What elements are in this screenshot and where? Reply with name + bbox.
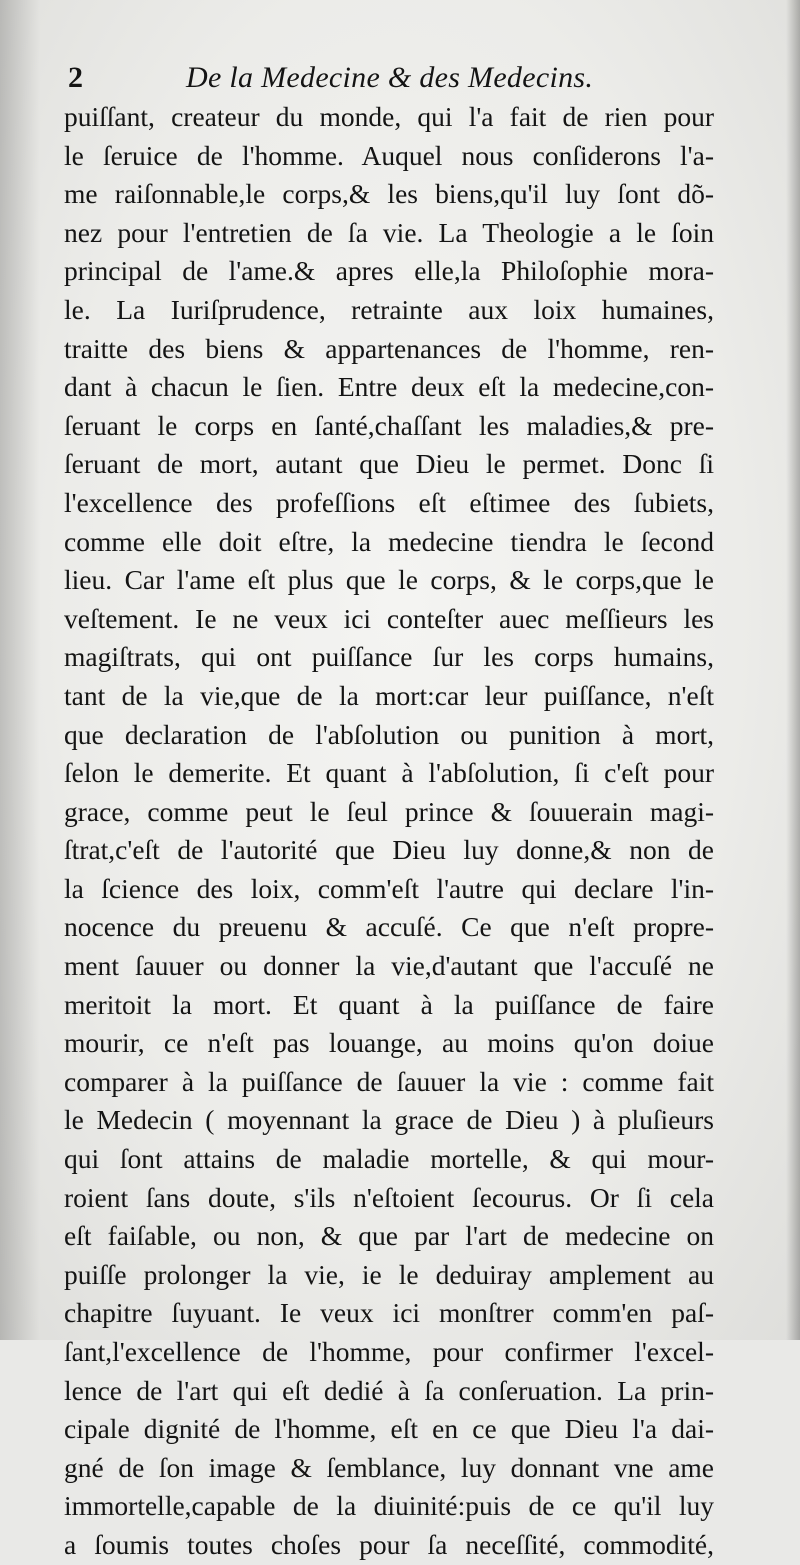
- text-line: ſelon le demerite. Et quant à l'abſolution, ſi c'eſt pour: [64, 757, 714, 789]
- text-line: le ſeruice de l'homme. Auquel nous conſiderons l'a-: [64, 139, 714, 171]
- text-line: ſtrat,c'eſt de l'autorité que Dieu luy donne,& non de: [64, 834, 714, 866]
- text-line: veſtement. Ie ne veux ici conteſter auec meſſieurs les: [64, 602, 714, 634]
- text-line: puiſſant, createur du monde, qui l'a fait de rien pour: [64, 101, 714, 132]
- text-line: que declaration de l'abſolution ou punition à mort,: [64, 718, 714, 750]
- running-head: De la Medecine & des Medecins.: [186, 61, 594, 94]
- text-line: le. La Iuriſprudence, retrainte aux loix humaines,: [64, 293, 714, 325]
- text-line: la ſcience des loix, comm'eſt l'autre qui declare l'in-: [64, 872, 714, 904]
- text-line: nocence du preuenu & accuſé. Ce que n'eſt propre-: [64, 911, 714, 943]
- text-line: ment ſauuer ou donner la vie,d'autant que l'accuſé ne: [64, 950, 714, 982]
- text-line: ſeruant de mort, autant que Dieu le permet. Donc ſi: [64, 448, 714, 480]
- text-line: cipale dignité de l'homme, eſt en ce que Dieu l'a dai-: [64, 1413, 714, 1445]
- text-line: comme elle doit eſtre, la medecine tiendra le ſecond: [64, 525, 714, 557]
- text-line: meritoit la mort. Et quant à la puiſſance de faire: [64, 988, 714, 1020]
- text-line: comparer à la puiſſance de ſauuer la vie : comme fait: [64, 1065, 714, 1097]
- text-line: tant de la vie,que de la mort:car leur puiſſance, n'eſt: [64, 679, 714, 711]
- text-line: me raiſonnable,le corps,& les biens,qu'il luy ſont dõ-: [64, 178, 714, 210]
- text-line: ſant,l'excellence de l'homme, pour confirmer l'excel-: [64, 1336, 714, 1367]
- text-line: principal de l'ame.& apres elle,la Philoſophie mora-: [64, 255, 714, 287]
- text-line: grace, comme peut le ſeul prince & ſouuerain magi-: [64, 795, 714, 827]
- text-line: immortelle,capable de la diuinité:puis de ce qu'il luy: [64, 1490, 714, 1522]
- page-edge-shadow: [786, 0, 800, 1340]
- text-line: lieu. Car l'ame eſt plus que le corps, & le corps,que le: [64, 564, 714, 596]
- text-line: ſeruant le corps en ſanté,chaſſant les maladies,& pre-: [64, 409, 714, 441]
- text-line: eſt faiſable, ou non, & que par l'art de medecine on: [64, 1220, 714, 1252]
- text-line: mourir, ce n'eſt pas louange, au moins qu'on doiue: [64, 1027, 714, 1059]
- text-line: lence de l'art qui eſt dedié à ſa conſeruation. La prin-: [64, 1374, 714, 1406]
- text-line: dant à chacun le ſien. Entre deux eſt la medecine,con-: [64, 371, 714, 403]
- text-line: roient ſans doute, s'ils n'eſtoient ſecourus. Or ſi cela: [64, 1181, 714, 1213]
- text-line: a ſoumis toutes choſes pour ſa neceſſité, commodité,: [64, 1528, 714, 1560]
- text-line: puiſſe prolonger la vie, ie le deduiray amplement au: [64, 1258, 714, 1290]
- text-line: l'excellence des profeſſions eſt eſtimee des ſubiets,: [64, 486, 714, 518]
- text-line: qui ſont attains de maladie mortelle, & qui mour-: [64, 1143, 714, 1175]
- page-header: [68, 58, 728, 98]
- body-text: [64, 98, 714, 1565]
- gutter-shadow: [0, 0, 40, 1340]
- text-line: chapitre ſuyuant. Ie veux ici monſtrer comm'en paſ-: [64, 1297, 714, 1329]
- text-line: magiſtrats, qui ont puiſſance ſur les corps humains,: [64, 641, 714, 673]
- text-line: nez pour l'entretien de ſa vie. La Theologie a le ſoin: [64, 216, 714, 248]
- text-line: le Medecin ( moyennant la grace de Dieu ) à pluſieurs: [64, 1104, 714, 1136]
- text-line: gné de ſon image & ſemblance, luy donnant vne ame: [64, 1451, 714, 1483]
- text-line: traitte des biens & appartenances de l'homme, ren-: [64, 332, 714, 364]
- page-number: 2: [68, 61, 83, 94]
